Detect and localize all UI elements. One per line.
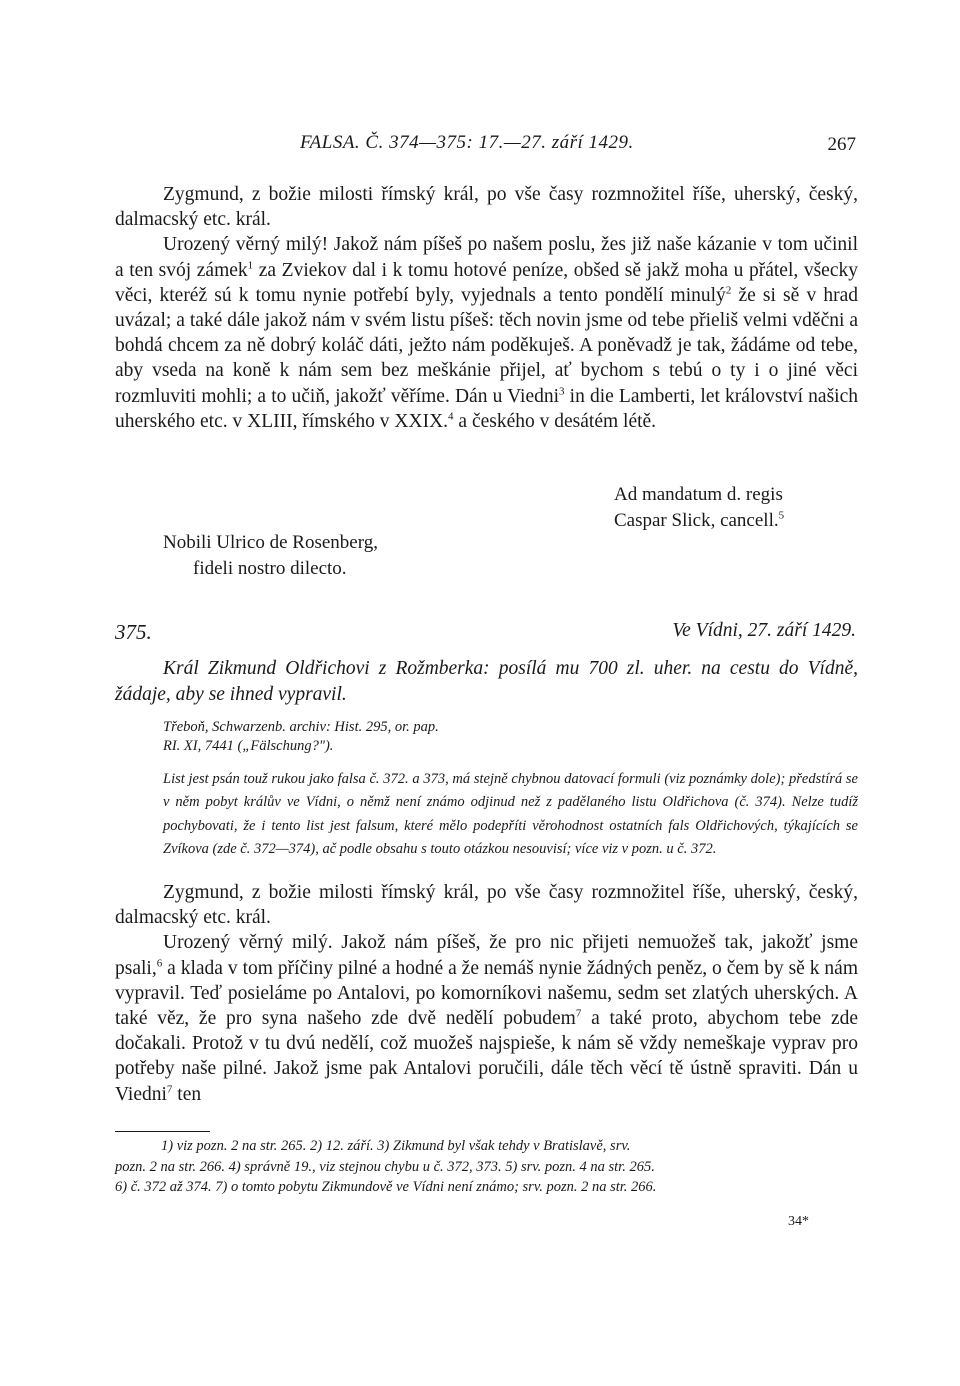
- footnotes: [115, 1136, 858, 1198]
- address: [163, 530, 378, 581]
- letter-374-body-d: in die Lamberti, let království našich uherského etc. v XLIII, římského v XXIX.: [115, 385, 858, 432]
- footnote-ref-7a: 7: [575, 1007, 582, 1020]
- regesta-source: RI. XI, 7441 („Fälschung?").: [163, 738, 334, 754]
- footnote-line-2: pozn. 2 na str. 266. 4) správně 19., viz stejnou chybu u č. 372, 373. 5) srv. pozn. 4 na str. 265.: [115, 1158, 655, 1175]
- letter-375-body-d: ten: [172, 1083, 202, 1105]
- source-notes: [163, 718, 858, 756]
- letter-374-body-c: že si sě v hrad uvázal; a také dále jakož nám v svém listu píšeš: těch novin jsme od tebe přieliš velmi vděčni a bohdá chcem za ně dobrý koláč dáti, ježto nám poděkuješ. A poněvadž je tak, žádáme od tebe, aby vseda na koně k nám sem bez meškánie přijel, ať bychom s tebú o ty i o jiné věci rozmluviti mohli; a to učiň, jakožť věříme. Dán u Viedni: [115, 284, 858, 407]
- document-place-date: Ve Vídni, 27. září 1429.: [672, 620, 856, 641]
- editorial-note: List jest psán touž rukou jako falsa č. 372. a 373, má stejně chybnou datovací formuli (viz poznámky dole); předstírá se v něm pobyt králův ve Vídni, o němž není známo odjinud než z padělaného listu Oldřichova (č. 374). Nelze tudíž pochybovati, že i tento list jest falsum, které mělo podepříti věrohodnost ostatních fals Oldřichových, týkajících se Zvíkova (zde č. 372—374), ač podle obsahu s touto otázkou nesouvisí; více viz v pozn. u č. 372.: [163, 771, 858, 857]
- footnote-line-3: 6) č. 372 až 374. 7) o tomto pobytu Zikmundově ve Vídni není známo; srv. pozn. 2 na str. 266.: [115, 1179, 657, 1195]
- chancellor-name: Caspar Slick, cancell.: [614, 509, 779, 531]
- archive-source: Třeboň, Schwarzenb. archiv: Hist. 295, or. pap.: [163, 719, 439, 735]
- letter-375-text: [115, 880, 858, 1107]
- chancery-note: [614, 482, 784, 533]
- letter-374-body-e: a českého v desátém létě.: [453, 410, 657, 432]
- footnote-ref-3: 3: [559, 385, 565, 398]
- letter-375-intro: Zygmund, z božie milosti římský král, po vše časy rozmnožitel říše, uherský, český, dalmacský etc. král.: [115, 882, 858, 929]
- letter-374-body: [115, 232, 858, 434]
- document-number: 375.: [115, 620, 152, 644]
- letter-375-body-a: Urozený věrný milý. Jakož nám píšeš, že pro nic přijeti nemuožeš tak, jakožť jsme psali,: [115, 932, 858, 979]
- letter-374-body-b: za Zviekov dal i k tomu hotové peníze, obšed sě jakž moha u přátel, všecky věci, kteréž sú k tomu nynie potřebí byly, vyjednals a tento pondělí minulý: [115, 259, 858, 306]
- footnote-ref-1: 1: [247, 259, 254, 272]
- footnote-ref-5: 5: [778, 509, 785, 522]
- running-title: FALSA. Č. 374—375: 17.—27. září 1429.: [300, 132, 634, 153]
- letter-375-body-b: a klada v tom příčiny pilné a hodné a že nemáš nynie žádných peněz, o čem by sě k nám vypravil. Teď posieláme po Antalovi, po komorníkovi našemu, sedm set zlatých uherských. A také věz, že pro syna našeho zde dvě nedělí pobudem: [115, 957, 858, 1030]
- page-number: 267: [827, 134, 856, 155]
- running-header: [0, 132, 960, 162]
- footnote-ref-4: 4: [448, 410, 454, 423]
- letter-374-body-a: Urozený věrný milý! Jakož nám píšeš po našem poslu, žes již naše kázanie v tom učinil a ten svój zámek: [115, 234, 858, 281]
- letter-374-intro: Zygmund, z božie milosti římský král, po vše časy rozmnožitel říše, uherský, český, dalmacský etc. král.: [115, 184, 858, 231]
- letter-374-text: [115, 182, 858, 434]
- letter-375-body: [115, 930, 858, 1106]
- letter-375-body-c: a také proto, abychom tebe zde dočakali. Protož v tu dvú nedělí, což muožeš najspieše, k nám sě vždy nemeškaje vyprav pro potřeby naše pilné. Jakož jsme pak Antalovi poručili, dále těch věcí tě ústně spraviti. Dán u Viedni: [115, 1008, 859, 1105]
- printer-signature-mark: 34*: [788, 1214, 809, 1229]
- footnote-line-1: 1) viz pozn. 2 na str. 265. 2) 12. září. 3) Zikmund byl však tehdy v Bratislavě, srv.: [161, 1138, 631, 1154]
- document-summary: Král Zikmund Oldřichovi z Rožmberka: posílá mu 700 zl. uher. na cestu do Vídně, žádaje, aby se ihned vypravil.: [115, 658, 858, 705]
- footnote-ref-6: 6: [156, 957, 163, 970]
- mandate-line: Ad mandatum d. regis: [614, 484, 783, 505]
- footnote-ref-7b: 7: [166, 1083, 173, 1096]
- footnote-rule: [115, 1131, 210, 1132]
- chancellor-line: [614, 508, 784, 534]
- address-line-2: fideli nostro dilecto.: [193, 557, 347, 579]
- footnote-ref-2: 2: [725, 284, 732, 297]
- address-line-1: Nobili Ulrico de Rosenberg,: [163, 532, 378, 553]
